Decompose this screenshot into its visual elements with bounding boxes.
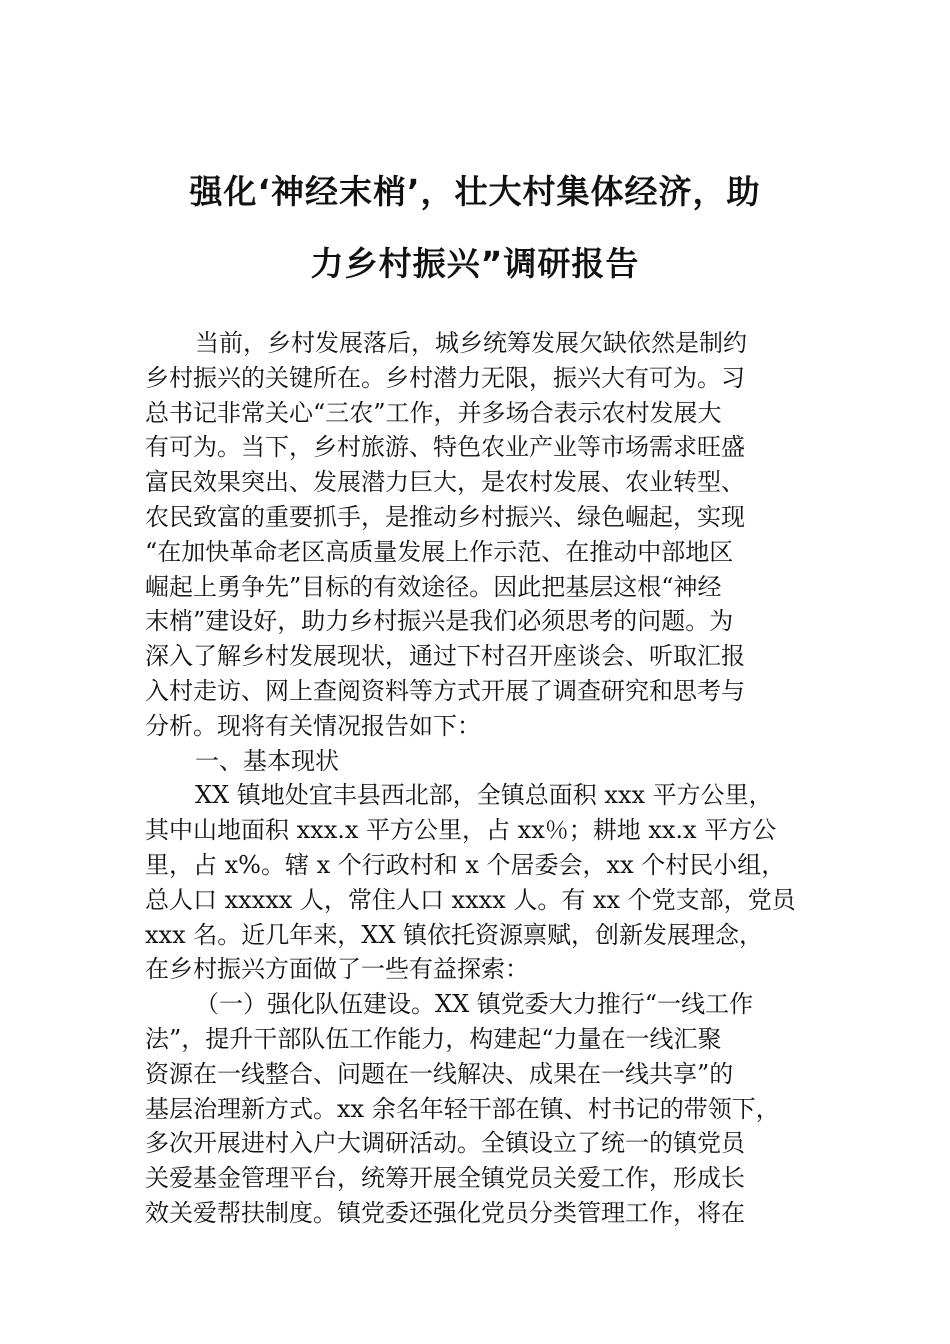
body-line: 效关爱帮扶制度。镇党委还强化党员分类管理工作，将在 (145, 1198, 745, 1227)
body-line: 法”，提升干部队伍工作能力，构建起“力量在一线汇聚 (145, 1024, 722, 1053)
body-line: 崛起上勇争先”目标的有效途径。因此把基层这根“神经 (145, 572, 722, 601)
body-line: xxx 名。近几年来，XX 镇依托资源禀赋，创新发展理念， (145, 920, 764, 949)
body-line: 总书记非常关心“三农”工作，并多场合表示农村发展大 (145, 398, 722, 427)
document-title-line-2: 力乡村振兴”调研报告 (310, 244, 640, 283)
body-line: XX 镇地处宜丰县西北部，全镇总面积 xxx 平方公里， (195, 781, 773, 810)
body-line: 当前，乡村发展落后，城乡统筹发展欠缺依然是制约 (195, 329, 747, 357)
body-line: 有可为。当下，乡村旅游、特色农业产业等市场需求旺盛 (145, 433, 745, 462)
body-line: 在乡村振兴方面做了一些有益探索： (145, 955, 529, 984)
body-line: 末梢”建设好，助力乡村振兴是我们必须思考的问题。为 (145, 607, 734, 636)
body-line: 富民效果突出、发展潜力巨大，是农村发展、农业转型、 (145, 468, 745, 497)
body-line: 入村走访、网上查阅资料等方式开展了调查研究和思考与 (145, 676, 745, 705)
body-line: 里，占 x%。辖 x 个行政村和 x 个居委会，xx 个村民小组， (145, 850, 786, 879)
body-line: 分析。现将有关情况报告如下： (145, 711, 481, 740)
body-line: 总人口 xxxxx 人，常住人口 xxxx 人。有 xx 个党支部，党员 (145, 885, 796, 914)
body-line: 一、基本现状 (195, 746, 339, 775)
body-line: 关爱基金管理平台，统筹开展全镇党员关爱工作，形成长 (145, 1164, 745, 1193)
body-line: 基层治理新方式。xx 余名年轻干部在镇、村书记的带领下， (145, 1094, 780, 1123)
body-line: “在加快革命老区高质量发展上作示范、在推动中部地区 (145, 537, 734, 566)
document-title-line-1: 强化‘神经末梢’，壮大村集体经济，助 (189, 172, 761, 211)
body-line: 多次开展进村入户大调研活动。全镇设立了统一的镇党员 (145, 1129, 745, 1158)
body-line: 乡村振兴的关键所在。乡村潜力无限，振兴大有可为。习 (145, 363, 745, 392)
document-body (145, 326, 810, 1231)
body-line: 深入了解乡村发展现状，通过下村召开座谈会、听取汇报 (145, 642, 745, 671)
body-line: 其中山地面积 xxx.x 平方公里，占 xx％；耕地 xx.x 平方公 (145, 816, 777, 845)
body-line: （一）强化队伍建设。XX 镇党委大力推行“一线工作 (195, 990, 754, 1019)
body-line: 农民致富的重要抓手，是推动乡村振兴、绿色崛起，实现 (145, 502, 745, 531)
body-line: 资源在一线整合、问题在一线解决、成果在一线共享”的 (145, 1059, 734, 1088)
